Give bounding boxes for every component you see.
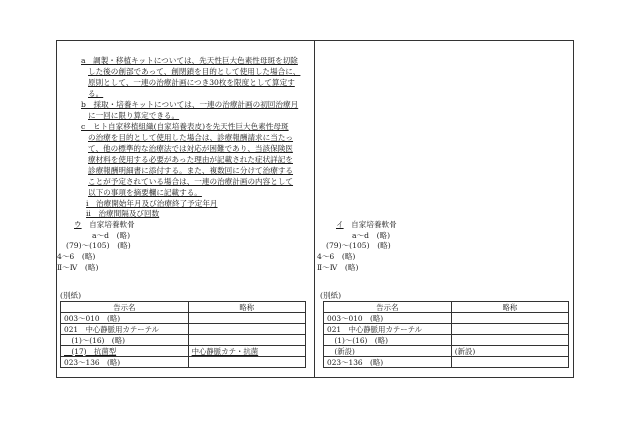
right-sub-ad: a～d (略) <box>352 231 391 240</box>
right-item-i-kana: イ <box>336 220 344 229</box>
left-para-a-line2: した後の創部であって、創閉鎖を目的として使用した場合に、 <box>88 67 301 76</box>
cell-abbreviation <box>188 324 305 335</box>
table-row <box>324 346 569 357</box>
right-item-i <box>336 220 397 230</box>
left-para-c-line1: c ヒト自家移植組織(自家培養表皮)を先天性巨大色素性母斑 <box>81 122 289 131</box>
left-range-roman: Ⅱ～Ⅳ (略) <box>57 263 99 272</box>
left-para-b-line2: に一回に限り算定できる。 <box>88 111 180 120</box>
left-para-a-line4: る。 <box>88 89 104 98</box>
cell-notice-name: 023～136 (略) <box>61 357 189 368</box>
cell-notice-name: (17) 抗菌型 <box>61 346 189 357</box>
header-notice-name: 告示名 <box>61 302 189 313</box>
cell-abbreviation <box>451 313 568 324</box>
header-abbreviation: 略称 <box>451 302 568 313</box>
table-row <box>61 335 306 346</box>
cell-notice-name: 021 中心静脈用カテーテル <box>61 324 189 335</box>
cell-abbreviation: (新設) <box>451 346 568 357</box>
left-item-ii: ii 治療間隔及び回数 <box>86 209 160 218</box>
right-range-roman: Ⅱ～Ⅳ (略) <box>317 263 359 272</box>
column-divider <box>314 40 315 378</box>
left-para-c-line7: 以下の事項を摘要欄に記載する。 <box>88 188 202 197</box>
left-para-b-line1: b 採取・培養キットについては、一連の治療計画の初回治療月 <box>81 100 299 109</box>
table-header-row <box>324 302 569 313</box>
left-para-c-line2: の治療を目的として使用した場合は、診療報酬請求に当たっ <box>88 133 294 142</box>
cell-notice-name: (1)～(16) (略) <box>324 335 452 346</box>
left-para-a-line1: a 調製・移植キットについては、先天性巨大色素性母斑を切除 <box>81 56 298 65</box>
cell-abbreviation <box>188 313 305 324</box>
cell-notice-name: 021 中心静脈用カテーテル <box>324 324 452 335</box>
cell-notice-name: 023～136 (略) <box>324 357 452 368</box>
left-para-c-line4: 療材料を使用する必要があった理由が記載された症状詳記を <box>88 155 293 164</box>
right-range-79: (79)～(105) (略) <box>326 241 391 250</box>
table-row <box>324 357 569 368</box>
cell-abbreviation <box>451 335 568 346</box>
table-header-row <box>61 302 306 313</box>
right-appendix-label: (別紙) <box>320 291 342 300</box>
right-range-46: 4～6 (略) <box>317 252 356 261</box>
cell-abbreviation <box>451 324 568 335</box>
left-range-79: (79)～(105) (略) <box>66 241 131 250</box>
left-range-46: 4～6 (略) <box>57 252 96 261</box>
left-abbreviation-table <box>60 301 306 368</box>
left-item-i: i 治療開始年月及び治療終了予定年月 <box>86 199 218 208</box>
left-para-c-line3: て、他の標準的な治療法では対応が困難であり、当該保険医 <box>88 144 293 153</box>
left-para-c-line5: 診療報酬明細書に添付する。また、複数回に分けて治療する <box>88 166 294 175</box>
cell-abbreviation: 中心静脈カテ・抗菌 <box>188 346 305 357</box>
left-appendix-label: (別紙) <box>60 291 82 300</box>
left-item-u-kana: ウ <box>74 220 82 229</box>
cell-notice-name: 003～010 (略) <box>324 313 452 324</box>
left-sub-ad: a～d (略) <box>92 231 131 240</box>
table-row <box>324 335 569 346</box>
cell-notice-name: 003～010 (略) <box>61 313 189 324</box>
table-row <box>61 324 306 335</box>
table-row <box>61 313 306 324</box>
right-abbreviation-table <box>323 301 569 368</box>
left-item-u-text: 自家培養軟骨 <box>81 220 135 229</box>
table-row <box>324 324 569 335</box>
table-row <box>61 346 306 357</box>
table-row <box>324 313 569 324</box>
left-para-a-line3: 原則として、一連の治療計画につき30枚を限度として算定す <box>88 78 295 87</box>
cell-abbreviation <box>188 335 305 346</box>
table-row <box>61 357 306 368</box>
header-notice-name: 告示名 <box>324 302 452 313</box>
left-para-c-line6: ことが予定されている場合は、一連の治療計画の内容として <box>88 177 294 186</box>
cell-notice-name: (新設) <box>324 346 452 357</box>
left-item-u <box>74 220 135 230</box>
right-item-i-text: 自家培養軟骨 <box>343 220 397 229</box>
header-abbreviation: 略称 <box>188 302 305 313</box>
cell-abbreviation <box>188 357 305 368</box>
cell-notice-name: (1)～(16) (略) <box>61 335 189 346</box>
cell-abbreviation <box>451 357 568 368</box>
